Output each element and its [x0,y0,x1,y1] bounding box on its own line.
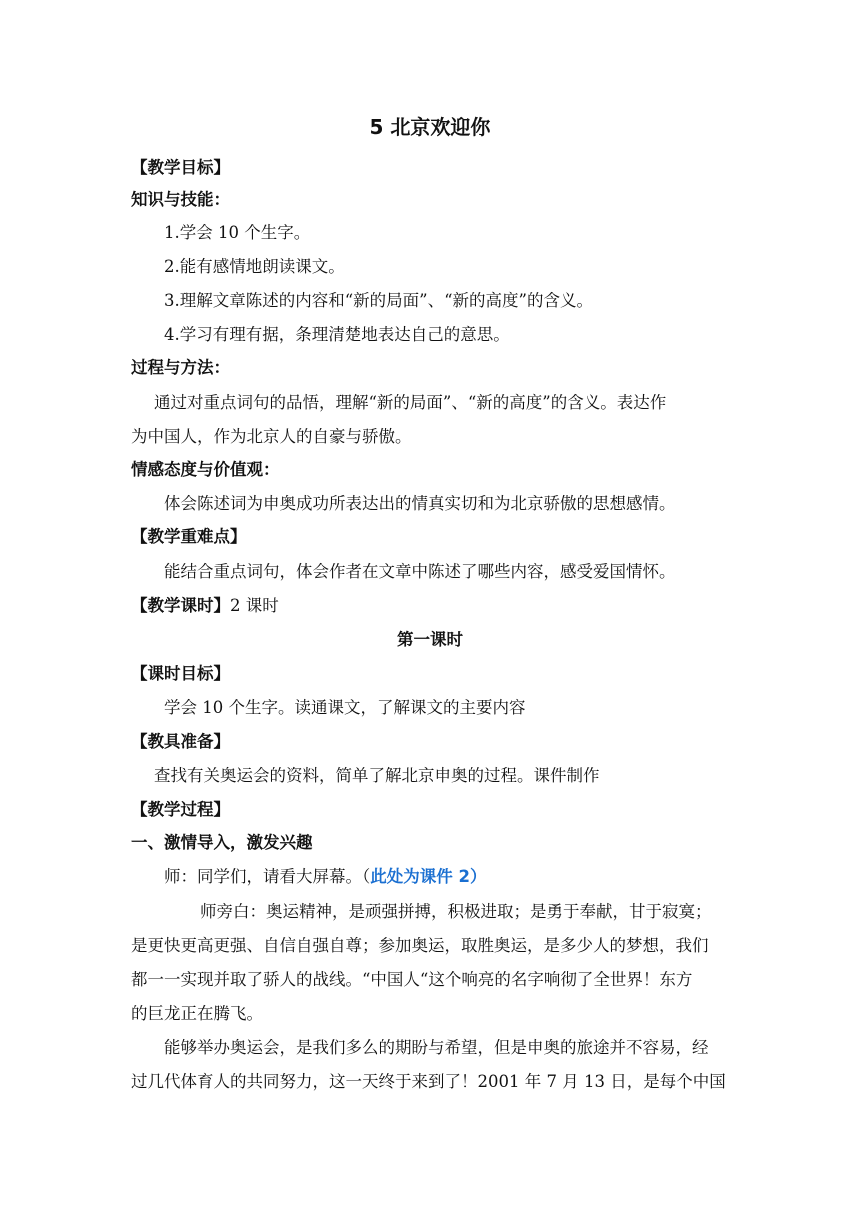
narration-line-1: 师旁白：奥运精神，是顽强拼搏，积极进取；是勇于奉献，甘于寂寞； [200,902,712,921]
heading-lesson-goal: 【课时目标】 [131,664,230,683]
courseware-number: 2） [452,867,487,886]
hours-row [131,595,860,617]
prep-line-1: 查找有关奥运会的资料，简单了解北京申奥的过程。课件制作 [154,766,600,785]
step-one-heading: 一、激情导入，激发兴趣 [131,833,313,852]
narration-line-4: 的巨龙正在腾飞。 [131,1004,263,1023]
heading-knowledge: 知识与技能： [131,190,230,209]
knowledge-item-3: 3.理解文章陈述的内容和“新的局面”、“新的高度”的含义。 [164,291,593,310]
heading-objectives: 【教学目标】 [131,158,230,177]
keypoints-line-1: 能结合重点词句，体会作者在文章中陈述了哪些内容，感受爱国情怀。 [164,562,676,581]
heading-prep: 【教具准备】 [131,732,230,751]
process-line-2: 为中国人，作为北京人的自豪与骄傲。 [131,427,412,446]
lesson-one-heading: 第一课时 [397,630,463,649]
knowledge-item-1: 1.学会 10 个生字。 [164,223,311,242]
narration-line-3: 都一一实现并取了骄人的战线。“中国人“这个响亮的名字响彻了全世界！东方 [131,970,693,989]
process-line-1: 通过对重点词句的品悟，理解“新的局面”、“新的高度”的含义。表达作 [154,393,667,412]
heading-steps: 【教学过程】 [131,800,230,819]
hours-value: 2 课时 [230,596,279,615]
courseware-link[interactable]: 此处为课件 [370,867,453,886]
heading-keypoints: 【教学重难点】 [131,527,247,546]
main-para-line-2: 过几代体育人的共同努力，这一天终于来到了！2001 年 7 月 13 日，是每个中国 [131,1072,726,1091]
teacher-line-prefix: 师：同学们，请看大屏幕。（ [164,867,371,886]
heading-emotion: 情感态度与价值观： [131,460,280,479]
heading-process: 过程与方法： [131,358,230,377]
teacher-line-1 [164,866,860,888]
heading-hours: 【教学课时】 [131,596,230,615]
doc-title: 5 北京欢迎你 [369,115,491,139]
lesson-goal-line-1: 学会 10 个生字。读通课文，了解课文的主要内容 [164,698,526,717]
narration-line-2: 是更快更高更强、自信自强自尊；参加奥运，取胜奥运，是多少人的梦想，我们 [131,936,709,955]
knowledge-item-4: 4.学习有理有据，条理清楚地表达自己的意思。 [164,325,510,344]
main-para-line-1: 能够举办奥运会，是我们多么的期盼与希望，但是申奥的旅途并不容易，经 [164,1038,709,1057]
knowledge-item-2: 2.能有感情地朗读课文。 [164,257,345,276]
emotion-line-1: 体会陈述词为申奥成功所表达出的情真实切和为北京骄傲的思想感情。 [164,494,676,513]
